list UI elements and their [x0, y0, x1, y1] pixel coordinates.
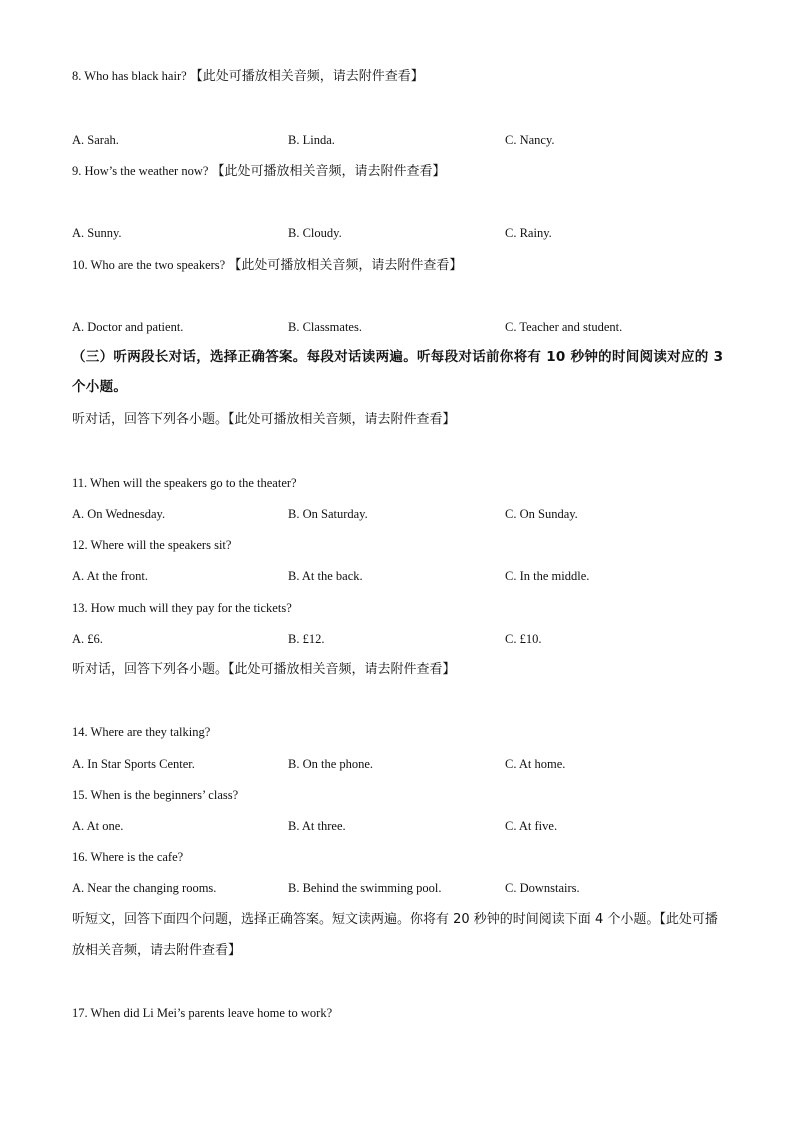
- option-a: A. Doctor and patient.: [72, 320, 184, 334]
- option-b: B. Classmates.: [288, 320, 362, 334]
- option-b: B. At the back.: [288, 569, 363, 583]
- option-a: A. At the front.: [72, 569, 149, 583]
- option-c: C. At home.: [505, 757, 566, 771]
- option-a: A. Sunny.: [72, 226, 122, 240]
- option-c: C. £10.: [505, 632, 542, 646]
- question-11: 11. When will the speakers go to the theater?: [72, 476, 297, 490]
- option-b: B. Linda.: [288, 133, 335, 147]
- option-b: B. On Saturday.: [288, 507, 368, 521]
- question-17: 17. When did Li Mei’s parents leave home to work?: [72, 1006, 333, 1020]
- question-10: [72, 257, 462, 274]
- question-15: 15. When is the beginners’ class?: [72, 788, 239, 802]
- option-c: C. In the middle.: [505, 569, 590, 583]
- question-text: 8. Who has black hair?: [72, 69, 187, 83]
- question-text: 9. How’s the weather now?: [72, 164, 209, 178]
- option-a: A. On Wednesday.: [72, 507, 166, 521]
- question-text: 10. Who are the two speakers?: [72, 258, 226, 272]
- option-a: A. At one.: [72, 819, 124, 833]
- option-b: B. £12.: [288, 632, 325, 646]
- option-c: C. On Sunday.: [505, 507, 578, 521]
- option-a: A. In Star Sports Center.: [72, 757, 195, 771]
- section-heading: （三）听两段长对话，选择正确答案。每段对话读两遍。听每段对话前你将有 10 秒钟的时间阅读对应的 3 个小题。: [72, 349, 724, 395]
- question-13: 13. How much will they pay for the tickets?: [72, 601, 292, 615]
- option-b: B. Behind the swimming pool.: [288, 881, 442, 895]
- question-16: 16. Where is the cafe?: [72, 850, 184, 864]
- audio-placeholder[interactable]: 【此处可播放相关音频，请去附件查看】: [189, 69, 424, 84]
- option-b: B. Cloudy.: [288, 226, 342, 240]
- dialog-intro[interactable]: 听对话，回答下列各小题。【此处可播放相关音频，请去附件查看】: [72, 412, 456, 427]
- option-b: B. At three.: [288, 819, 346, 833]
- audio-placeholder[interactable]: 【此处可播放相关音频，请去附件查看】: [228, 258, 463, 273]
- option-c: C. At five.: [505, 819, 558, 833]
- question-8: [72, 68, 424, 85]
- audio-placeholder[interactable]: 【此处可播放相关音频，请去附件查看】: [211, 164, 446, 179]
- option-a: A. £6.: [72, 632, 103, 646]
- option-c: C. Downstairs.: [505, 881, 580, 895]
- dialog-intro[interactable]: 听对话，回答下列各小题。【此处可播放相关音频，请去附件查看】: [72, 662, 456, 677]
- option-c: C. Rainy.: [505, 226, 552, 240]
- question-14: 14. Where are they talking?: [72, 725, 211, 739]
- option-c: C. Teacher and student.: [505, 320, 623, 334]
- passage-intro[interactable]: 听短文，回答下面四个问题，选择正确答案。短文读两遍。你将有 20 秒钟的时间阅读下面 4 个小题。【此处可播放相关音频，请去附件查看】: [72, 912, 718, 958]
- option-a: A. Near the changing rooms.: [72, 881, 217, 895]
- question-9: [72, 163, 446, 180]
- option-b: B. On the phone.: [288, 757, 374, 771]
- option-c: C. Nancy.: [505, 133, 555, 147]
- option-a: A. Sarah.: [72, 133, 119, 147]
- question-12: 12. Where will the speakers sit?: [72, 538, 232, 552]
